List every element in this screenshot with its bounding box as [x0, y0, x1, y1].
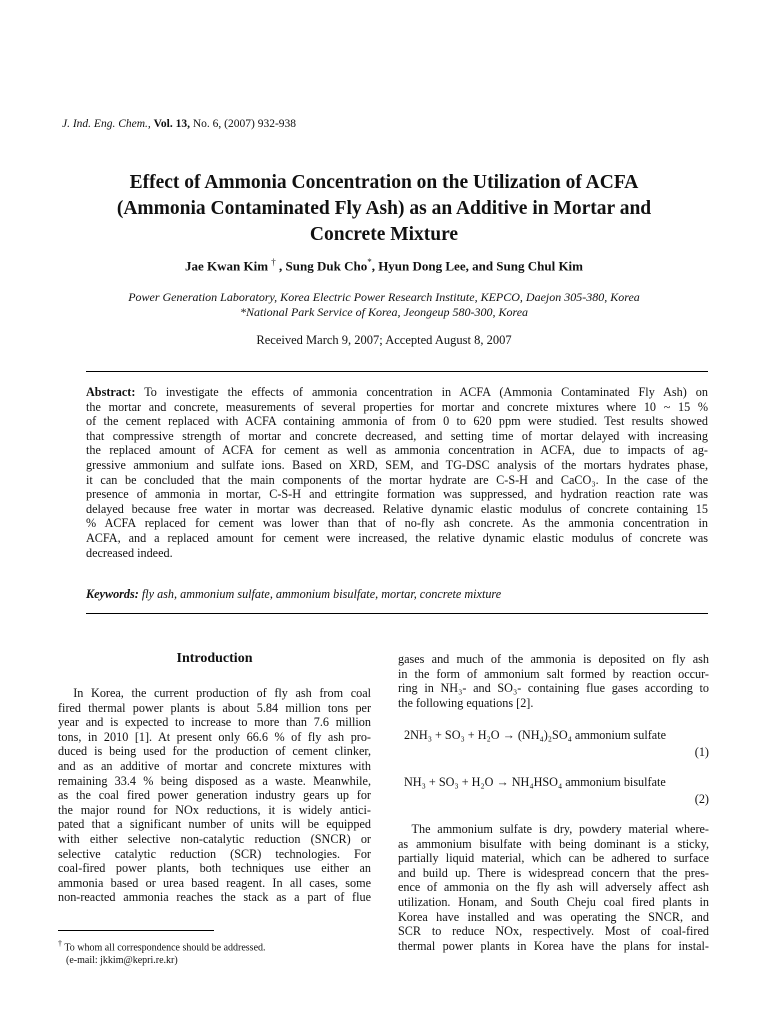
abstract-line: decreased indeed. — [86, 545, 173, 560]
body-line: gases and much of the ammonia is deposited on fly ash — [398, 652, 709, 666]
author-name: , Sung Duk Cho — [279, 258, 368, 274]
abstract-label: Abstract: — [86, 385, 136, 399]
title-line: (Ammonia Contaminated Fly Ash) as an Additive in Mortar and — [116, 198, 652, 219]
affiliation-line: Power Generation Laboratory, Korea Electric Power Research Institute, KEPCO, Daejon 305-380, Korea — [128, 290, 640, 304]
body-line: Korea have installed and was operating the SNCR, and — [398, 909, 709, 924]
body-line: ammonia based or urea based reagent. In all cases, some — [58, 875, 371, 890]
author-name: Jae Kwan Kim — [184, 258, 269, 274]
body-line: tons, in 2010 [1]. At present only 66.6 % of fly ash pro- — [58, 729, 371, 744]
body-line: in the form of ammonium salt formed by reaction occur- — [398, 666, 709, 681]
body-line: SCR to reduce NOx, respectively. Most of coal-fired — [398, 924, 709, 939]
introduction-body — [58, 686, 371, 905]
body-line: with either selective non-catalytic reduction (SNCR) or — [58, 831, 371, 846]
author-list — [60, 257, 708, 274]
body-line: selective catalytic reduction (SCR) technologies. For — [58, 846, 371, 861]
journal-issue-pages: No. 6, (2007) 932-938 — [192, 118, 297, 130]
abstract-line: it can be concluded that the main components of the mortar hydrate are C-S-H and CaCO₃. In the case of the — [86, 472, 708, 487]
keywords-label: Keywords: — [86, 587, 139, 601]
body-line: non-reacted ammonia reaches the stack as a part of flue — [58, 890, 371, 905]
equation-text: NH₃ + SO₃ + H₂O → NH₄HSO₄ ammonium bisulfate — [404, 775, 666, 789]
paper-title — [60, 170, 708, 248]
footnote-rule — [58, 930, 214, 931]
body-line: ence of ammonia on the fly ash will adversely affect ash — [398, 880, 709, 895]
divider-top — [86, 371, 708, 372]
title-line: Effect of Ammonia Concentration on the Utilization of ACFA — [129, 172, 639, 193]
abstract-line: % ACFA replaced for cement was lower than that of no-fly ash concrete. As the ammonia concentration in — [86, 516, 708, 531]
footnote-mark: † — [58, 939, 62, 948]
right-column-para1 — [398, 652, 709, 710]
abstract-line: the replaced amount of ACFA for cement as well as ammonia concentration in ACFA, due to impacts of ag- — [86, 443, 708, 458]
title-line: Concrete Mixture — [309, 224, 459, 245]
affiliation-mark: * — [367, 257, 372, 267]
body-line: ring in NH₃- and SO₃- containing flue gases according to — [398, 681, 709, 696]
affiliation-line: *National Park Service of Korea, Jeongeup 580-300, Korea — [239, 305, 529, 319]
author-name: , Hyun Dong Lee, and Sung Chul Kim — [371, 258, 584, 274]
received-date: Received March 9, 2007; Accepted August 8, 2007 — [256, 333, 512, 347]
equation-text: 2NH₃ + SO₃ + H₂O → (NH₄)₂SO₄ ammonium sulfate — [404, 728, 666, 742]
body-line: remaining 33.4 % being disposed as a waste. Meanwhile, — [58, 773, 371, 788]
equation-2 — [398, 775, 709, 807]
journal-citation — [62, 118, 296, 130]
body-line: fired thermal power plants is about 5.84 million tons per — [58, 700, 371, 715]
equation-number: (1) — [694, 745, 709, 759]
footnote — [58, 937, 371, 967]
body-line: pated that a significant number of units will be equipped — [58, 817, 371, 832]
journal-name: J. Ind. Eng. Chem., — [62, 118, 151, 130]
equation-number: (2) — [694, 792, 709, 806]
footnote-line: † To whom all correspondence should be addressed. — [58, 939, 266, 954]
abstract-line: of the cement replaced with ACFA containing ammonia of from 0 to 620 ppm were studied. Test results showed — [86, 414, 708, 429]
body-line: coal-fired power plants, both techniques use either an — [58, 861, 371, 876]
body-line: utilization. Honam, and South Cheju coal fired plants in — [398, 894, 709, 909]
body-line: duced is being used for the production of cement clinker, — [58, 744, 371, 759]
affiliations — [60, 290, 708, 320]
body-line: the major round for NOx reductions, it is widely antici- — [58, 802, 371, 817]
abstract — [86, 385, 708, 560]
corresponding-mark: † — [271, 257, 276, 267]
body-line: the following equations [2]. — [398, 695, 534, 710]
abstract-line: gressive ammonium and sulfate ions. Based on XRD, SEM, and TG-DSC analysis of the mortars hydrates phase, — [86, 457, 708, 472]
body-line: and as an additive of mortar and concrete mixtures with — [58, 758, 371, 773]
body-line: thermal power plants in Korea have the plans for instal- — [398, 938, 709, 953]
body-line: partially liquid material, which can be adhered to surface — [398, 851, 709, 866]
abstract-line: delayed because free water in mortar was decreased. Relative dynamic elastic modulus of concrete containing 15 — [86, 501, 708, 516]
keywords-text: fly ash, ammonium sulfate, ammonium bisulfate, mortar, concrete mixture — [141, 587, 502, 601]
body-line: as the coal fired power generation industry gears up for — [58, 788, 371, 803]
abstract-line: ACFA, and a replaced amount for cement were increased, the relative dynamic elastic modulus of concrete was — [86, 530, 708, 545]
body-line: year and is expected to increase to more than 7.6 million — [58, 715, 371, 730]
body-line: In Korea, the current production of fly ash from coal — [58, 686, 371, 700]
abstract-line: presence of ammonia in mortar, C-S-H and ettringite formation was suppressed, and hydration reaction rate was — [86, 487, 708, 502]
equation-1 — [398, 728, 709, 760]
body-line: and build up. There is widespread concern that the pres- — [398, 865, 709, 880]
section-heading-introduction: Introduction — [176, 651, 253, 666]
abstract-line: Abstract: To investigate the effects of ammonia concentration in ACFA (Ammonia Contaminated Fly Ash) on — [86, 385, 708, 399]
keywords — [86, 587, 708, 602]
abstract-line: the mortar and concrete, measurements of several properties for mortar and concrete mixtures where 10 ~ 15 % — [86, 399, 708, 414]
body-line: as ammonium bisulfate with being dominant is a sticky, — [398, 836, 709, 851]
abstract-line: that compressive strength of mortar and concrete decreased, and setting time of mortar delayed with increasing — [86, 428, 708, 443]
right-column-para2 — [398, 822, 709, 953]
body-line: The ammonium sulfate is dry, powdery material where- — [398, 822, 709, 836]
journal-volume: Vol. 13, — [153, 118, 190, 130]
divider-bottom — [86, 613, 708, 614]
footnote-line: (e-mail: jkkim@kepri.re.kr) — [66, 955, 178, 967]
